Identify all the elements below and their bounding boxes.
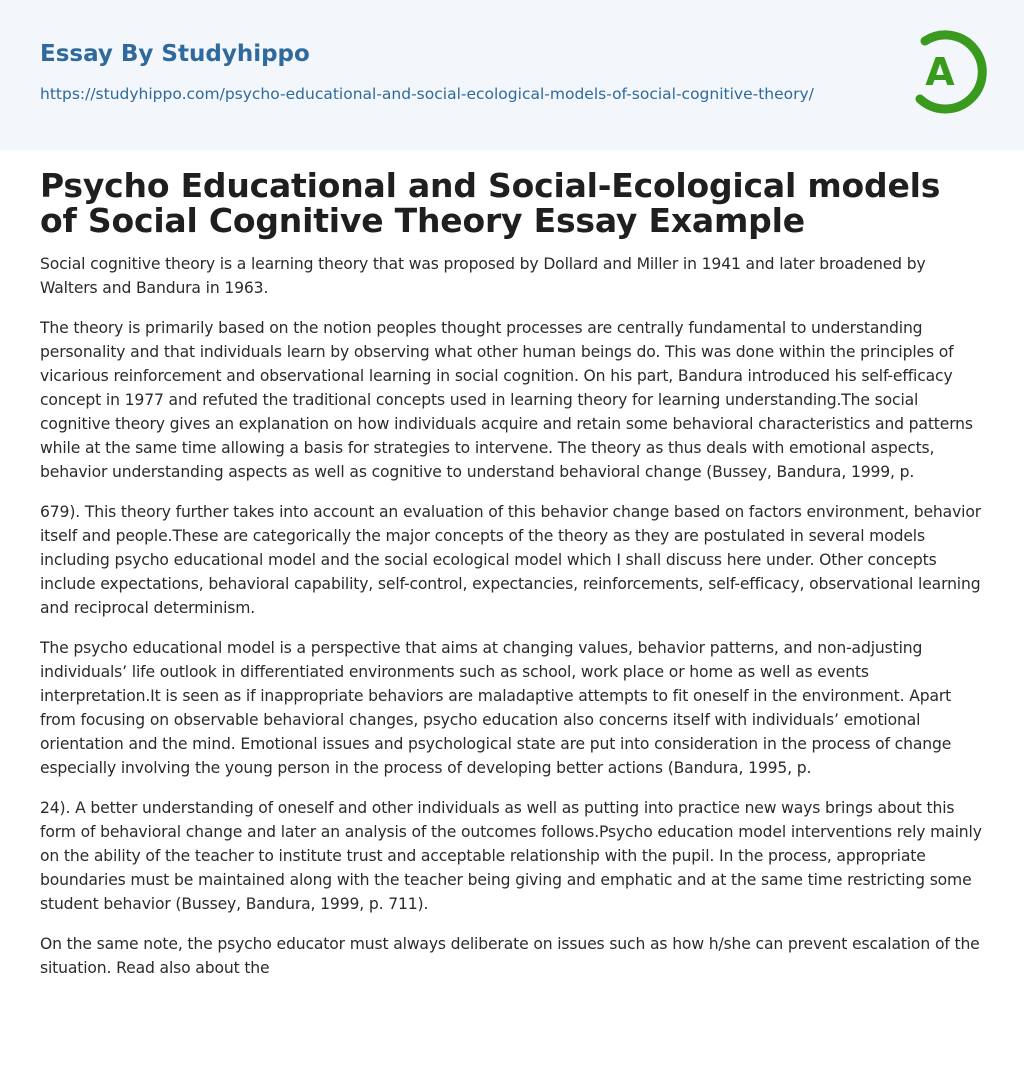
article [40, 168, 984, 980]
site-title[interactable]: Essay By Studyhippo [40, 41, 310, 67]
article-paragraph: The theory is primarily based on the notion peoples thought processes are centrally fundamental to understanding personality and that individuals learn by observing what other human beings do. This was done within the principles of vicarious reinforcement and observational learning in social cognition. On his part, Bandura introduced his self-efficacy concept in 1977 and refuted the traditional concepts used in learning theory for learning understanding.The social cognitive theory gives an explanation on how individuals acquire and retain some behavioral characteristics and patterns while at the same time allowing a basis for strategies to intervene. The theory as thus deals with emotional aspects, behavior understanding aspects as well as cognitive to understand behavioral change (Bussey, Bandura, 1999, p. [40, 319, 973, 481]
article-paragraph: Social cognitive theory is a learning theory that was proposed by Dollard and Miller in 1941 and later broadened by Walters and Bandura in 1963. [40, 255, 926, 297]
studyhippo-logo-icon[interactable] [904, 27, 988, 117]
source-url-link[interactable]: https://studyhippo.com/psycho-educational-and-social-ecological-models-of-social-cognitive-theory/ [40, 85, 814, 103]
article-paragraph: On the same note, the psycho educator must always deliberate on issues such as how h/she can prevent escalation of the situation. Read also about the [40, 935, 980, 977]
article-title: Psycho Educational and Social-Ecological models of Social Cognitive Theory Essay Example [40, 166, 941, 240]
page-header [0, 0, 1024, 150]
article-paragraph: The psycho educational model is a perspective that aims at changing values, behavior patterns, and non-adjusting individuals’ life outlook in differentiated environments such as school, work place or home as well as events interpretation.It is seen as if inappropriate behaviors are maladaptive attempts to fit oneself in the environment. Apart from focusing on observable behavioral changes, psycho education also concerns itself with individuals’ emotional orientation and the mind. Emotional issues and psychological state are put into consideration in the process of change especially involving the young person in the process of developing better actions (Bandura, 1995, p. [40, 639, 952, 777]
logo-letter: A [925, 50, 955, 94]
article-paragraph: 679). This theory further takes into account an evaluation of this behavior change based on factors environment, behavior itself and people.These are categorically the major concepts of the theory as they are postulated in several models including psycho educational model and the social ecological model which I shall discuss here under. Other concepts include expectations, behavioral capability, self-control, expectancies, reinforcements, self-efficacy, observational learning and reciprocal determinism. [40, 503, 981, 617]
article-paragraph: 24). A better understanding of oneself and other individuals as well as putting into practice new ways brings about this form of behavioral change and later an analysis of the outcomes follows.Psycho education model interventions rely mainly on the ability of the teacher to institute trust and acceptable relationship with the pupil. In the process, appropriate boundaries must be maintained along with the teacher being giving and emphatic and at the same time restricting some student behavior (Bussey, Bandura, 1999, p. 711). [40, 799, 982, 913]
